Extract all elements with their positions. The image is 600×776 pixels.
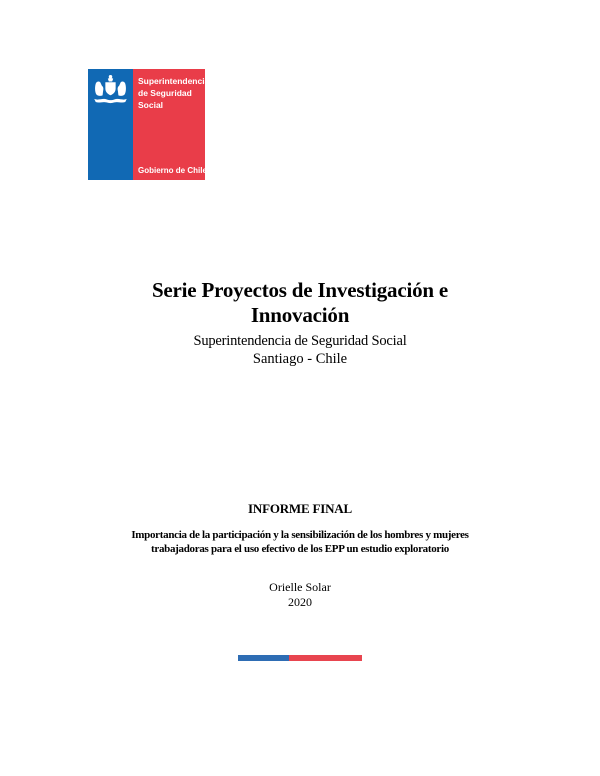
flag-divider-bar: [238, 655, 362, 661]
logo-agency-line: de Seguridad: [138, 88, 192, 98]
flag-divider-blue-segment: [238, 655, 289, 661]
logo-agency-name: [133, 69, 210, 111]
author-block: [0, 580, 600, 609]
document-title-line: Innovación: [250, 303, 350, 327]
document-subtitle: Superintendencia de Seguridad Social: [193, 333, 407, 349]
institution-logo: [88, 69, 210, 180]
logo-blue-panel: [88, 69, 133, 180]
chile-coat-of-arms-icon: [92, 74, 129, 107]
author-name: Orielle Solar: [269, 580, 331, 594]
document-title-line: Serie Proyectos de Investigación e: [151, 278, 449, 302]
logo-red-panel: [133, 69, 210, 180]
study-subject-title: [0, 528, 600, 556]
logo-agency-line: Superintendencia: [138, 76, 210, 86]
logo-agency-line: Social: [138, 100, 164, 110]
study-subject-line: Importancia de la participación y la sensibilización de los hombres y mujeres: [131, 529, 469, 541]
study-subject-line: trabajadoras para el uso efectivo de los EPP un estudio exploratorio: [151, 543, 449, 555]
publication-year: 2020: [288, 594, 312, 609]
flag-divider-red-segment: [289, 655, 362, 661]
report-type-heading: INFORME FINAL: [248, 501, 352, 516]
document-location: Santiago - Chile: [252, 351, 348, 367]
title-block: [0, 278, 600, 368]
document-title: [0, 278, 600, 328]
logo-government-label: Gobierno de Chile: [138, 166, 207, 175]
